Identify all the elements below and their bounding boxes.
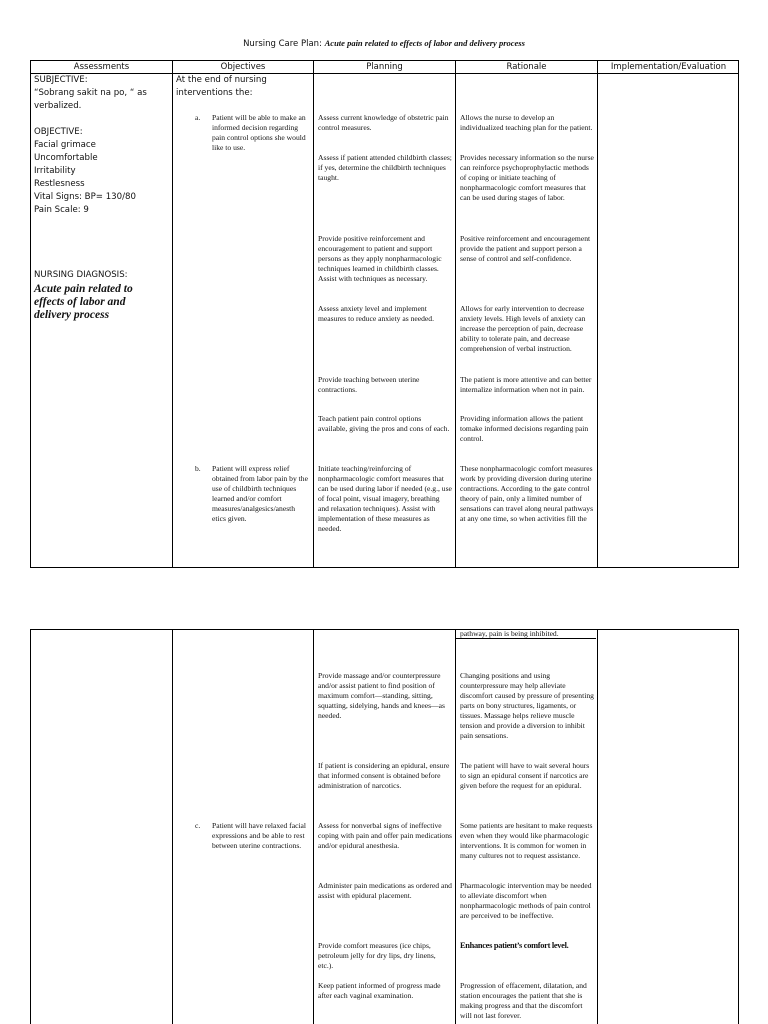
column-divider — [313, 61, 314, 567]
objective-item-a: Patient will be able to make an informed decision regarding pain control options she would like to use. — [212, 113, 306, 152]
column-divider — [455, 630, 456, 1024]
objective-marker: b. — [195, 464, 201, 473]
planning-item: Assess for nonverbal signs of ineffective coping with pain and offer pain medications and/or epidural anesthesia. — [318, 821, 452, 850]
rationale-item: Changing positions and using counterpressure may help alleviate discomfort caused by pressure of presenting parts on bony structures, ligaments, or tissues. Massage helps relieve muscle tension and provide a diversion to inhibit pain sensations. — [460, 671, 594, 740]
planning-item: Provide teaching between uterine contractions. — [318, 375, 420, 394]
column-divider — [172, 630, 173, 1024]
planning-item: Keep patient informed of progress made after each vaginal examination. — [318, 981, 441, 1000]
rationale-item: Some patients are hesitant to make requests even when they would like pharmacologic interventions. It is common for women in many cultures not to request assistance. — [460, 821, 593, 860]
planning-item: Administer pain medications as ordered and assist with epidural placement. — [318, 881, 452, 900]
column-divider — [597, 61, 598, 567]
header-implementation-evaluation: Implementation/Evaluation — [610, 62, 727, 72]
planning-item: Initiate teaching/reinforcing of nonpharmacologic comfort measures that can be used during labor if needed (e.g., use of focal point, visual imagery, breathing and relaxation techniques). Assist with implementation of these measures as needed. — [318, 464, 452, 533]
title-subtitle: Acute pain related to effects of labor and delivery process — [324, 38, 525, 48]
header-objectives: Objectives — [220, 62, 266, 72]
rationale-item: Providing information allows the patient tomake informed decisions regarding pain control. — [460, 414, 589, 443]
planning-item: Teach patient pain control options available, giving the pros and cons of each. — [318, 414, 450, 433]
column-divider — [597, 630, 598, 1024]
rationale-item: Pharmacologic intervention may be needed to alleviate discomfort when nonpharmacologic methods of pain control are perceived to be ineffective. — [460, 881, 592, 920]
planning-item: Provide massage and/or counterpressure and/or assist patient to find position of maximum comfort—standing, sitting, squatting, sidelying, hands and knees—as needed. — [318, 671, 445, 720]
header-assessments: Assessments — [73, 62, 130, 72]
planning-item: Assess anxiety level and implement measures to reduce anxiety as needed. — [318, 304, 434, 323]
rationale-item: Allows for early intervention to decrease anxiety levels. High levels of anxiety can increase the perception of pain, decrease ability to tolerate pain, and decrease comprehension of verbal instruction. — [460, 304, 586, 353]
document-title — [0, 38, 768, 49]
subjective-quote: “Sobrang sakit na po, “ as verbalized. — [34, 88, 147, 111]
nursing-diagnosis-text: Acute pain related to effects of labor and delivery process — [34, 283, 133, 321]
planning-item: If patient is considering an epidural, ensure that informed consent is obtained before administration of narcotics. — [318, 761, 450, 790]
objectives-intro: At the end of nursing interventions the: — [176, 75, 267, 98]
rationale-item: Enhances patient’s comfort level. — [460, 941, 569, 950]
title-prefix: Nursing Care Plan: — [243, 39, 322, 49]
objective-item: Irritability — [34, 166, 76, 176]
rationale-item: Progression of effacement, dilatation, and station encourages the patient that she is making progress and that the discomfort will not last forever. — [460, 981, 587, 1020]
care-plan-table-page-1 — [30, 60, 739, 568]
objective-item: Vital Signs: BP= 130/80 — [34, 192, 136, 202]
planning-item: Assess if patient attended childbirth classes; if yes, determine the childbirth techniques taught. — [318, 153, 452, 182]
objective-item-c: Patient will have relaxed facial expressions and be able to rest between uterine contractions. — [212, 821, 307, 850]
column-divider — [455, 61, 456, 567]
objective-item: Restlesness — [34, 179, 85, 189]
rationale-item: Positive reinforcement and encouragement provide the patient and support person a sense of control and self-confidence. — [460, 234, 591, 263]
care-plan-table-page-2 — [30, 629, 739, 1024]
rationale-item: Provides necessary information so the nurse can reinforce psychoprophylactic methods of coping or initiate teaching of nonpharmacologic comfort measures that can be used during stages of labor. — [460, 153, 594, 202]
rationale-item: The patient will have to wait several hours to sign an epidural consent if narcotics are given before the request for an epidural. — [460, 761, 590, 790]
objective-item: Uncomfortable — [34, 153, 98, 163]
nursing-diagnosis-label: NURSING DIAGNOSIS: — [34, 270, 128, 280]
planning-item: Assess current knowledge of obstetric pain control measures. — [318, 113, 449, 132]
planning-item: Provide comfort measures (ice chips, petroleum jelly for dry lips, dry linens, etc.). — [318, 941, 436, 970]
planning-item: Provide positive reinforcement and encouragement to patient and support persons as they apply nonpharmacologic techniques learned in childbirth classes. Assist with techniques as necessary. — [318, 234, 442, 283]
objective-marker: a. — [195, 113, 201, 122]
objective-item: Pain Scale: 9 — [34, 205, 89, 215]
column-divider — [172, 61, 173, 567]
rationale-continued: pathway, pain is being inhibited. — [460, 629, 559, 638]
column-divider — [313, 630, 314, 1024]
rationale-item: These nonpharmacologic comfort measures work by providing diversion during uterine contractions. According to the gate control theory of pain, only a limited number of sensations can travel along neural pathways at any one time, so when activities fill the — [460, 464, 594, 523]
header-planning: Planning — [366, 62, 403, 72]
header-rationale: Rationale — [506, 62, 547, 72]
rationale-item: The patient is more attentive and can better internalize information when not in pain. — [460, 375, 592, 394]
subjective-label: SUBJECTIVE: — [34, 75, 88, 85]
objective-label: OBJECTIVE: — [34, 127, 83, 137]
objective-item: Facial grimace — [34, 140, 96, 150]
rationale-item: Allows the nurse to develop an individualized teaching plan for the patient. — [460, 113, 593, 132]
objective-item-b: Patient will express relief obtained from labor pain by the use of childbirth techniques learned and/or comfort measures/analgesics/anesth etics given. — [212, 464, 308, 523]
objective-marker: c. — [195, 821, 201, 830]
